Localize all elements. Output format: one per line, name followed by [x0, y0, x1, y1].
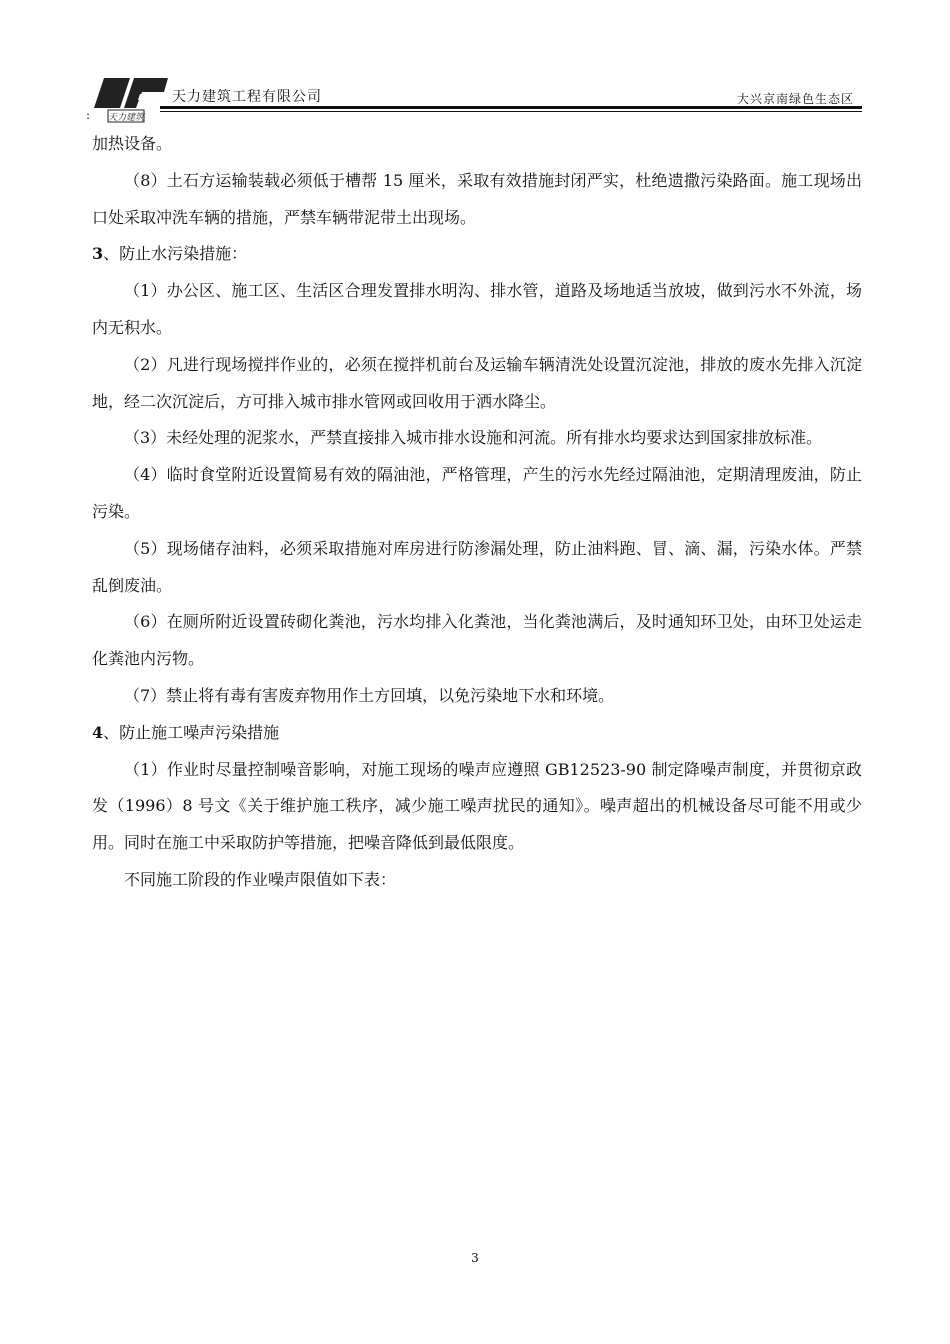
paragraph-text: 不同施工阶段的作业噪声限值如下表：: [124, 869, 397, 889]
paragraph-text: （5）现场储存油料，必须采取措施对库房进行防渗漏处理，防止油料跑、冒、滴、漏，污染水体。严禁乱倒废油。: [92, 538, 862, 595]
section-number: 4: [92, 722, 104, 742]
paragraph-text: 加热设备。: [92, 134, 173, 153]
paragraph: [92, 604, 862, 678]
paragraph: [92, 752, 862, 862]
paragraph: [92, 457, 862, 531]
paragraph-text: 、防止施工噪声污染措施: [103, 722, 280, 742]
paragraph-text: （2）凡进行现场搅拌作业的，必须在搅拌机前台及运输车辆清洗处设置沉淀池，排放的废水先排入沉淀地，经二次沉淀后，方可排入城市排水管网或回收用于洒水降尘。: [92, 354, 862, 411]
document-body: [92, 126, 862, 899]
page-header: [86, 70, 862, 126]
company-name: 天力建筑工程有限公司: [172, 89, 322, 105]
section-number: 3: [92, 244, 104, 264]
paragraph-text: （3）未经处理的泥浆水，严禁直接排入城市排水设施和河流。所有排水均要求达到国家排放标准。: [124, 428, 823, 448]
paragraph-text: （7）禁止将有毒有害废弃物用作土方回填，以免污染地下水和环境。: [124, 685, 615, 705]
section-heading: [92, 236, 862, 273]
paragraph: [92, 126, 862, 163]
paragraph: [92, 273, 862, 347]
project-name: 大兴京南绿色生态区: [736, 92, 854, 106]
paragraph: [92, 862, 862, 899]
logo-text: 天力建筑: [107, 113, 145, 123]
paragraph-text: （1）办公区、施工区、生活区合理发置排水明沟、排水管，道路及场地适当放坡，做到污水不外流，场内无积水。: [92, 281, 862, 337]
header-rule-thin: [160, 111, 862, 112]
company-logo: [90, 74, 170, 126]
header-rule-thick: [160, 106, 862, 109]
paragraph: [92, 420, 862, 457]
paragraph-text: （6）在厕所附近设置砖砌化粪池，污水均排入化粪池，当化粪池满后，及时通知环卫处，由环卫处运走化粪池内污物。: [92, 612, 862, 669]
paragraph: [92, 347, 862, 421]
paragraph-text: （8）土石方运输装载必须低于槽帮 15 厘米，采取有效措施封闭严实，杜绝遗撒污染路面。施工现场出口处采取冲洗车辆的措施，严禁车辆带泥带土出现场。: [92, 170, 862, 227]
paragraph: [92, 163, 862, 237]
section-heading: [92, 715, 862, 752]
paragraph-text: 、防止水污染措施：: [103, 244, 248, 264]
page-number: 3: [471, 1251, 479, 1265]
paragraph-text: （1）作业时尽量控制噪音影响，对施工现场的噪声应遵照 GB12523-90 制定降噪声制度，并贯彻京政发（1996）8 号文《关于维护施工秩序，减少施工噪声扰民的通知》。噪声超出的机械设备尽可能不用或少用。同时在施工中采取防护等措施，把噪音降低到最低限度。: [92, 759, 862, 853]
paragraph: [92, 531, 862, 605]
paragraph-text: （4）临时食堂附近设置简易有效的隔油池，严格管理，产生的污水先经过隔油池，定期清理废油，防止污染。: [92, 465, 862, 521]
header-marker: :: [86, 108, 91, 122]
paragraph: [92, 678, 862, 715]
